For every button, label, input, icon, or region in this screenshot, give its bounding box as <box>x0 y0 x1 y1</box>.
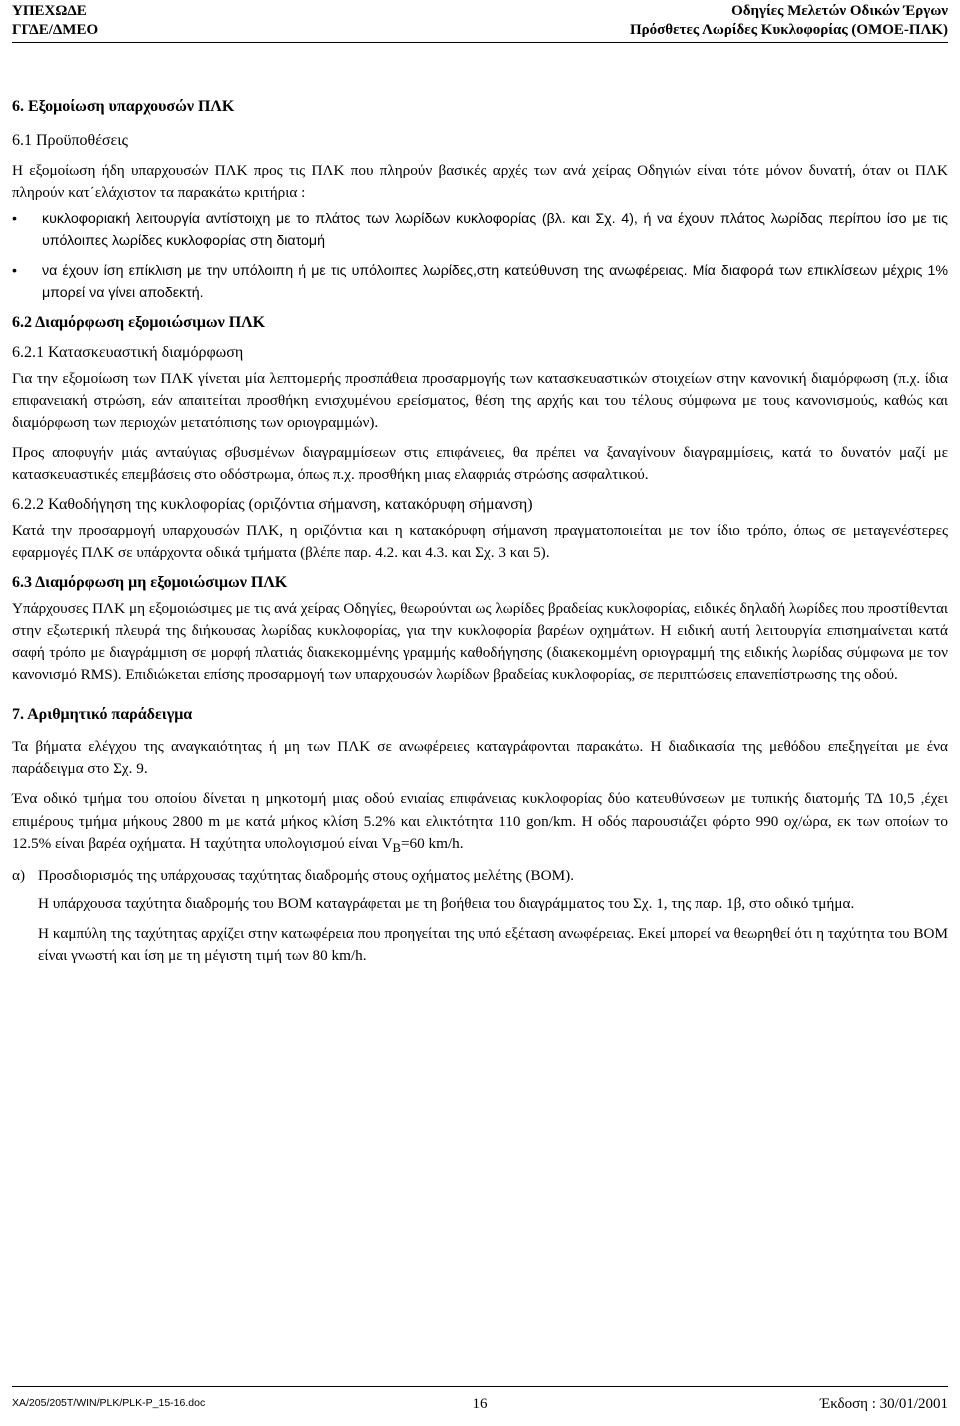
design-speed-value: =60 km/h. <box>400 834 464 852</box>
criteria-list <box>12 208 948 304</box>
section-6-heading: 6. Εξομοίωση υπαρχουσών ΠΛΚ <box>12 98 235 115</box>
footer-file-path: XA/205/205T/WIN/PLK/PLK-P_15-16.doc <box>12 1397 206 1409</box>
step-a-paragraph-1: Η υπάρχουσα ταχύτητα διαδρομής του ΒΟΜ καταγράφεται με τη βοήθεια του διαγράμματος του Σχ. 1, της παρ. 1β, στο οδικό τμήμα. <box>38 894 855 912</box>
section-7-heading: 7. Αριθμητικό παράδειγμα <box>12 706 193 724</box>
criteria-item <box>12 208 948 252</box>
header-title-line2: Πρόσθετες Λωρίδες Κυκλοφορίας (ΟΜΟΕ-ΠΛΚ) <box>629 22 948 38</box>
section-6-2-2-heading: 6.2.2 Καθοδήγηση της κυκλοφορίας (οριζόντια σήμανση, κατακόρυφη σήμανση) <box>12 496 533 514</box>
section-7-paragraph-1: Τα βήματα ελέγχου της αναγκαιότητας ή μη των ΠΛΚ σε ανωφέρειες καταγράφονται παρακάτω. Η διαδικασία της μεθόδου επεξηγείται με ένα παράδειγμα στο Σχ. 9. <box>12 738 948 778</box>
section-6-2-1-paragraph-1: Για την εξομοίωση των ΠΛΚ γίνεται μία λεπτομερής προσπάθεια προσαρμογής των κατασκευαστικών στοιχείων στην κανονική διαμόρφωση (π.χ. ίδια επιφανειακή στρώση, εάν απαιτείται προσθήκη ενισχυμένου ερείσματος, θέση της αρχής και του τέλους σύμφωνα με τους κανονισμούς, καθώς και διαμόρφωση των περιοχών μετατόπισης των οριογραμμών). <box>12 370 948 432</box>
bullet-icon: • <box>12 211 17 228</box>
page-number: 16 <box>472 1396 488 1412</box>
document-page <box>12 0 948 1426</box>
page-header <box>12 0 948 40</box>
header-document-title <box>630 2 948 40</box>
header-org-line1: ΥΠΕΧΩΔΕ <box>12 3 87 19</box>
page-footer <box>12 1386 948 1426</box>
footer-edition: Έκδοση : 30/01/2001 <box>819 1396 948 1412</box>
bullet-icon: • <box>12 263 17 280</box>
header-rule <box>12 42 948 43</box>
section-7-paragraph-2 <box>12 788 948 856</box>
step-a <box>12 865 948 887</box>
criteria-item <box>12 260 948 304</box>
section-6-2-heading: 6.2 Διαμόρφωση εξομοιώσιμων ΠΛΚ <box>12 314 266 332</box>
footer-rule <box>12 1386 948 1387</box>
step-a-title: Προσδιορισμός της υπάρχουσας ταχύτητας διαδρομής στους οχήματος μελέτης (ΒΟΜ). <box>38 866 575 884</box>
document-body <box>12 60 948 975</box>
section-6-2-2-paragraph: Κατά την προσαρμογή υπαρχουσών ΠΛΚ, η οριζόντια και η κατακόρυφη σήμανση πραγματοποιείται με τον ίδιο τρόπο, όπως σε μεταγενέστερες εφαρμογές ΠΛΚ σε υπάρχοντα οδικά τμήματα (βλέπε παρ. 4.2. και 4.3. και Σχ. 3 και 5). <box>12 522 948 562</box>
section-6-2-1-heading: 6.2.1 Κατασκευαστική διαμόρφωση <box>12 344 244 362</box>
design-speed-symbol: V <box>381 834 393 852</box>
section-6-3-heading: 6.3 Διαμόρφωση μη εξομοιώσιμων ΠΛΚ <box>12 574 288 592</box>
step-a-paragraph-2: Η καμπύλη της ταχύτητας αρχίζει στην κατωφέρεια που προηγείται της υπό εξέταση ανωφέρειας. Εκεί μπορεί να θεωρηθεί ότι η ταχύτητα του ΒΟΜ είναι γνωστή και ίση με τη μέγιστη τιμή των 80 km/h. <box>38 924 948 965</box>
example-description: Ένα οδικό τμήμα του οποίου δίνεται η μηκοτομή μιας οδού ενιαίας επιφάνειας κυκλοφορίας δύο κατευθύνσεων με τυπικής διατομής ΤΔ 10,5 ,έχει επιμέρους τμήμα μήκους 2800 m με κατά μήκος κλίση 5.2% και ελικτότητα 110 gon/km. Η οδός παρουσιάζει φόρτο 990 οχ/ώρα, εκ των οποίων το 12.5% είναι βαρέα οχήματα. Η ταχύτητα υπολογισμού είναι <box>12 790 948 852</box>
criteria-text: να έχουν ίση επίκλιση με την υπόλοιπη ή με τις υπόλοιπες λωρίδες,στη κατεύθυνση της ανωφέρειας. Μία διαφορά των επικλίσεων μέχρις 1% μπορεί να γίνει αποδεκτή. <box>42 263 948 302</box>
header-title-line1: Οδηγίες Μελετών Οδικών Έργων <box>731 3 948 19</box>
header-organization <box>12 2 98 40</box>
section-6-2-1-paragraph-2: Προς αποφυγήν μιάς ανταύγιας σβυσμένων διαγραμμίσεων στις επιφάνειες, θα πρέπει να ξαναγίνουν διαγραμμίσεις, κατά το δυνατόν μαζί με κατασκευαστικές επεμβάσεις στο οδόστρωμα, όπως π.χ. προσθήκη μιας ελαφριάς στρώσης ασφαλτικού. <box>12 444 948 484</box>
section-6-1-heading: 6.1 Προϋποθέσεις <box>12 132 128 149</box>
section-6-3-paragraph: Υπάρχουσες ΠΛΚ μη εξομοιώσιμες με τις ανά χείρας Οδηγίες, θεωρούνται ως λωρίδες βραδείας κυκλοφορίας, ειδικές δηλαδή λωρίδες που προστίθενται στην εξωτερική πλευρά της διήκουσας λωρίδας κυκλοφορίας, για την κυκλοφορία βαρέων οχημάτων. Η ειδική αυτή λειτουργία επισημαίνεται κατά σαφή τρόπο με διαγράμμιση σε μορφή πλατιάς διακεκομμένης γραμμής καθοδήγησης (διακεκομμένη οριογραμμή της ειδικής λωρίδας σύμφωνα με τον κανονισμό RMS). Επιδιώκεται επίσης προσαρμογή των υπαρχουσών λωρίδων βραδείας κυκλοφορίας, σε περιπτώσεις επανεπίστρωσης της οδού. <box>12 600 948 684</box>
criteria-text: κυκλοφοριακή λειτουργία αντίστοιχη με το πλάτος των λωρίδων κυκλοφορίας (βλ. και Σχ. 4), ή να έχουν πλάτος λωρίδας περίπου ίσο με τις υπόλοιπες λωρίδες κυκλοφορίας στη διατομή <box>42 211 948 250</box>
section-6-1-intro: Η εξομοίωση ήδη υπαρχουσών ΠΛΚ προς τις ΠΛΚ που πληρούν βασικές αρχές των ανά χείρας Οδηγιών είναι τότε μόνον δυνατή, όταν οι ΠΛΚ πληρούν κατ΄ελάχιστον τα παρακάτω κριτήρια : <box>12 162 948 202</box>
step-a-label: α) <box>12 866 26 884</box>
design-speed-subscript: B <box>392 840 401 855</box>
header-org-line2: ΓΓΔΕ/ΔΜΕΟ <box>12 22 99 38</box>
